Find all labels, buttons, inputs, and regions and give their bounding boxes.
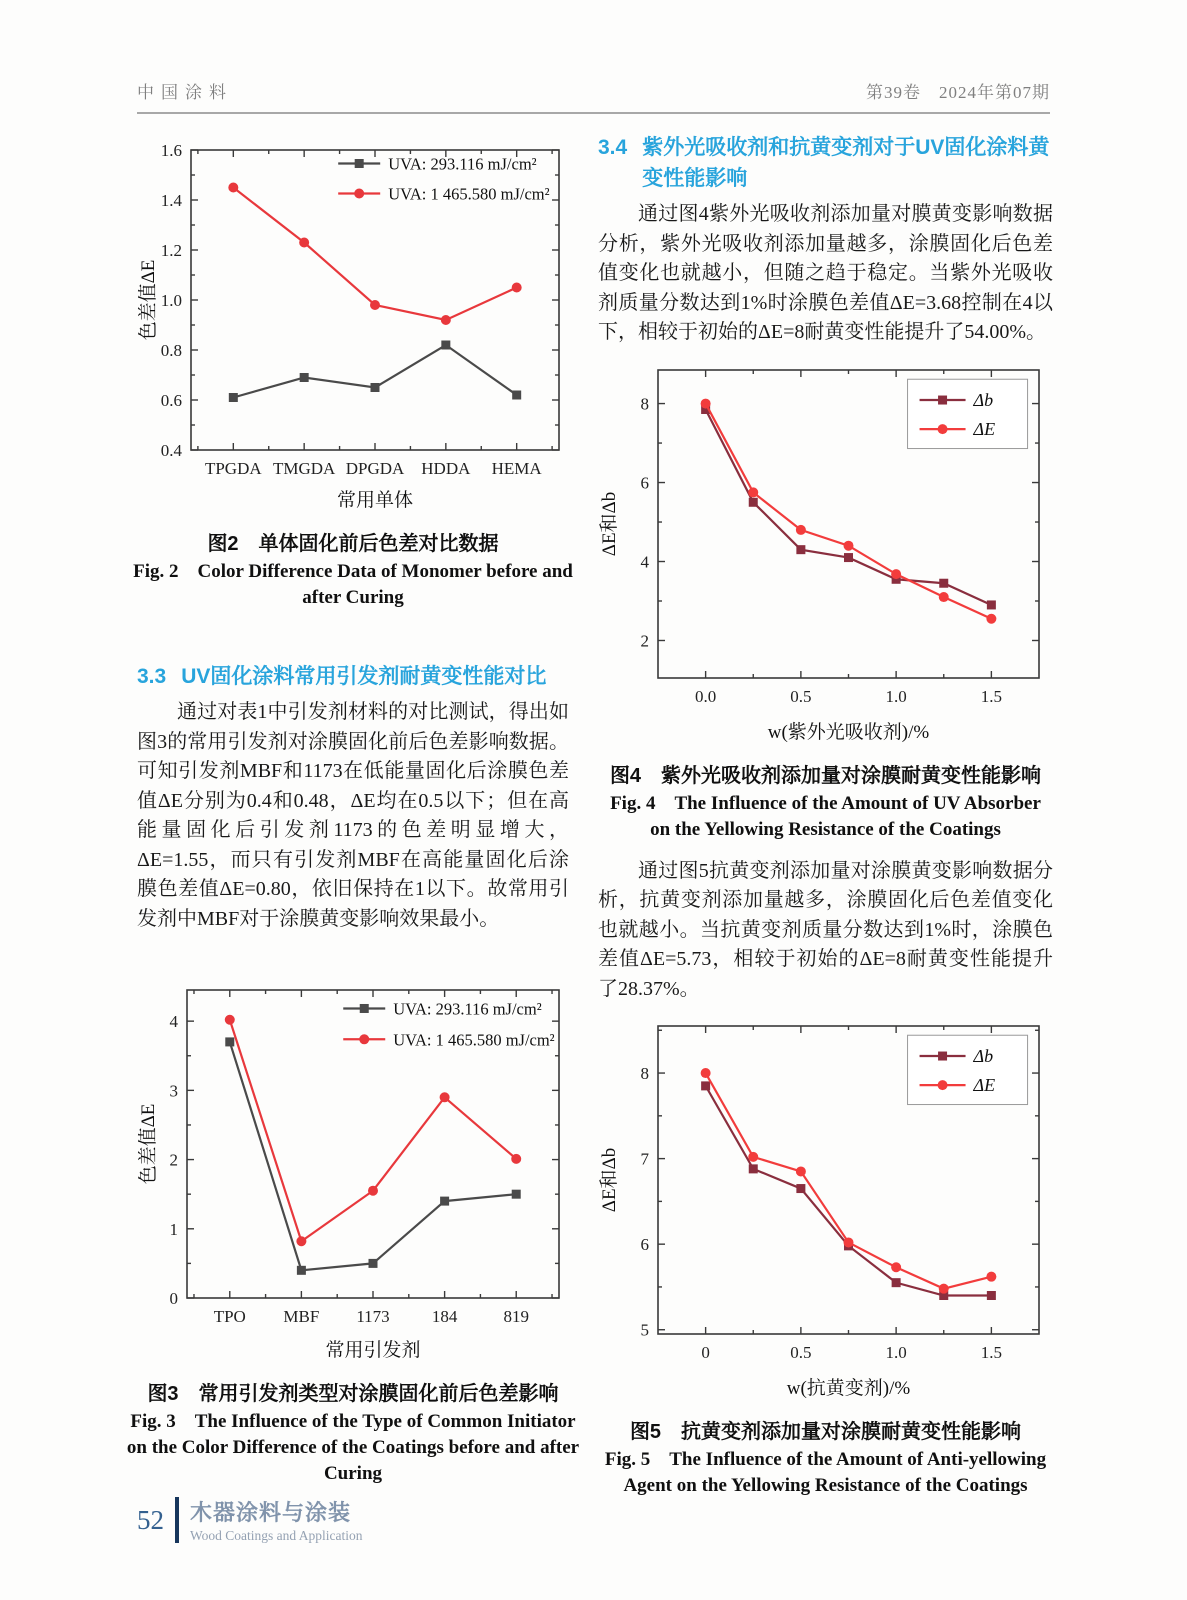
svg-text:Δb: Δb	[973, 1046, 994, 1067]
section-3-3-number: 3.3	[137, 665, 167, 688]
svg-text:1.0: 1.0	[885, 686, 907, 706]
svg-text:0: 0	[169, 1289, 178, 1308]
svg-text:ΔE和Δb: ΔE和Δb	[599, 1147, 620, 1213]
svg-text:0.5: 0.5	[790, 1343, 812, 1362]
svg-text:5: 5	[640, 1320, 649, 1340]
svg-text:4: 4	[169, 1012, 178, 1032]
svg-text:UVA: 1 465.580 mJ/cm²: UVA: 1 465.580 mJ/cm²	[388, 184, 550, 204]
page-footer	[137, 1496, 363, 1544]
fig3-caption	[126, 1377, 580, 1487]
svg-text:ΔE: ΔE	[973, 1075, 996, 1096]
section-3-3	[137, 661, 569, 934]
svg-text:UVA: 293.116 mJ/cm²: UVA: 293.116 mJ/cm²	[388, 154, 537, 174]
section-3-3-heading	[137, 661, 569, 692]
svg-text:1.0: 1.0	[160, 291, 182, 310]
journal-title-cn: 中国涂料	[137, 83, 233, 102]
fig3-series-circle	[230, 1020, 516, 1241]
figure-5	[598, 1016, 1053, 1499]
svg-text:ΔE和Δb: ΔE和Δb	[599, 491, 620, 556]
fig5-chart	[598, 1016, 1053, 1408]
svg-text:7: 7	[640, 1149, 649, 1169]
issue-info: 第39卷 2024年第07期	[866, 83, 1050, 102]
left-column	[126, 132, 580, 1487]
svg-text:3: 3	[169, 1081, 178, 1101]
figure-4	[598, 360, 1053, 843]
svg-text:6: 6	[640, 1235, 649, 1255]
section-3-3-paragraph: 通过对表1中引发剂材料的对比测试，得出如图3的常用引发剂对涂膜固化前后色差影响数据。可知引发剂MBF和1173在低能量固化后涂膜色差值ΔE分别为0.4和0.48，ΔE均在0.5以下；但在高能量固化后引发剂1173的色差明显增大，ΔE=1.55，而只有引发剂MBF在高能量固化后涂膜色差值ΔE=0.80，依旧保持在1以下。故常用引发剂中MBF对于涂膜黄变影响效果最小。	[137, 701, 569, 930]
svg-text:0: 0	[701, 1343, 710, 1362]
fig4-caption-cn: 图4 紫外光吸收剂添加量对涂膜耐黄变性能影响	[609, 764, 1042, 787]
fig5-caption	[598, 1415, 1053, 1499]
page-number: 52	[137, 1504, 164, 1535]
footer-divider-bar	[175, 1497, 179, 1543]
fig4-caption-en: Fig. 4 The Influence of the Amount of UV Absorber on the Yellowing Resistance of the Coatings	[610, 792, 1041, 840]
svg-text:w(抗黄变剂)/%: w(抗黄变剂)/%	[786, 1378, 911, 1399]
svg-text:常用引发剂: 常用引发剂	[325, 1340, 421, 1361]
svg-text:6: 6	[640, 473, 649, 493]
fig2-chart-mount	[137, 138, 569, 525]
svg-text:1.5: 1.5	[980, 1343, 1002, 1362]
svg-text:TPGDA: TPGDA	[204, 459, 262, 478]
svg-text:819: 819	[503, 1307, 529, 1326]
section-3-4-paragraph-1: 通过图4紫外光吸收剂添加量对膜黄变影响数据分析，紫外光吸收剂添加量越多，涂膜固化后色差值变化也就越小，但随之趋于稳定。当紫外光吸收剂质量分数达到1%时涂膜色差值ΔE=3.68控制在4以下，相较于初始的ΔE=8耐黄变性能提升了54.00%。	[598, 203, 1053, 343]
fig5-chart-mount	[598, 1016, 1053, 1413]
fig3-caption-cn: 图3 常用引发剂类型对涂膜固化前后色差影响	[147, 1383, 559, 1405]
fig5-series-circle	[706, 1073, 992, 1289]
fig3-chart	[137, 976, 569, 1370]
svg-text:色差值ΔE: 色差值ΔE	[138, 259, 159, 341]
figure-3	[126, 976, 580, 1487]
svg-text:0.5: 0.5	[790, 686, 812, 706]
svg-text:1.0: 1.0	[885, 1343, 907, 1362]
svg-text:HEMA: HEMA	[491, 459, 542, 478]
page-header	[137, 78, 1050, 114]
svg-text:8: 8	[640, 1064, 649, 1084]
fig4-chart	[598, 360, 1053, 752]
section-3-4-title: 紫外光吸收剂和抗黄变剂对于UV固化涂料黄变性能影响	[642, 136, 1050, 190]
svg-text:DPGDA: DPGDA	[345, 459, 405, 478]
svg-text:0.4: 0.4	[160, 441, 182, 460]
section-3-4-number: 3.4	[598, 136, 628, 159]
footer-journal-cn: 木器涂料与涂装	[190, 1500, 352, 1525]
svg-text:UVA: 1 465.580 mJ/cm²: UVA: 1 465.580 mJ/cm²	[393, 1030, 555, 1050]
svg-text:8: 8	[640, 394, 649, 414]
fig3-caption-en: Fig. 3 The Influence of the Type of Common Initiator on the Color Difference of the Coatings before and after Curing	[126, 1411, 580, 1484]
fig4-chart-mount	[598, 360, 1053, 757]
svg-text:TPO: TPO	[213, 1307, 246, 1326]
svg-text:HDDA: HDDA	[421, 459, 471, 478]
fig5-series-square	[706, 1086, 992, 1296]
section-3-4	[598, 132, 1053, 348]
svg-text:0.8: 0.8	[160, 341, 182, 360]
svg-text:4: 4	[640, 552, 649, 572]
svg-text:w(紫外光吸收剂)/%: w(紫外光吸收剂)/%	[767, 721, 930, 743]
section-3-3-title: UV固化涂料常用引发剂耐黄变性能对比	[181, 665, 547, 688]
svg-text:1.4: 1.4	[160, 191, 182, 210]
figure-2	[133, 138, 573, 611]
svg-text:Δb: Δb	[973, 389, 994, 410]
svg-text:常用单体: 常用单体	[336, 490, 414, 511]
svg-text:0.6: 0.6	[160, 391, 182, 410]
fig3-chart-mount	[137, 976, 569, 1375]
svg-text:1.6: 1.6	[160, 141, 182, 160]
svg-text:1173: 1173	[356, 1307, 390, 1326]
svg-text:色差值ΔE: 色差值ΔE	[138, 1103, 159, 1185]
svg-text:1: 1	[169, 1219, 178, 1239]
svg-text:1.2: 1.2	[160, 241, 182, 260]
svg-text:0.0: 0.0	[695, 686, 717, 706]
fig2-caption-cn: 图2 单体固化前后色差对比数据	[207, 533, 499, 555]
svg-text:2: 2	[169, 1150, 178, 1170]
fig2-caption	[133, 527, 573, 611]
footer-journal-block	[190, 1496, 363, 1544]
fig2-chart	[137, 138, 569, 520]
right-column	[598, 132, 1053, 1499]
svg-text:184: 184	[431, 1307, 458, 1326]
footer-journal-en: Wood Coatings and Application	[190, 1528, 363, 1543]
svg-text:MBF: MBF	[283, 1307, 320, 1326]
fig4-caption	[598, 759, 1053, 843]
section-3-4-heading	[598, 132, 1053, 194]
svg-text:TMGDA: TMGDA	[272, 459, 336, 478]
section-3-4-paragraph-2: 通过图5抗黄变剂添加量对涂膜黄变影响数据分析，抗黄变剂添加量越多，涂膜固化后色差值变化也就越小。当抗黄变剂质量分数达到1%时，涂膜色差值ΔE=5.73，相较于初始的ΔE=8耐黄变性能提升了28.37%。	[598, 859, 1053, 1000]
svg-text:1.5: 1.5	[980, 686, 1002, 706]
fig2-caption-en: Fig. 2 Color Difference Data of Monomer before and after Curing	[133, 561, 573, 608]
svg-text:ΔE: ΔE	[973, 418, 996, 439]
svg-text:2: 2	[640, 630, 649, 650]
fig5-caption-cn: 图5 抗黄变剂添加量对涂膜耐黄变性能影响	[629, 1421, 1022, 1443]
fig5-caption-en: Fig. 5 The Influence of the Amount of Anti-yellowing Agent on the Yellowing Resistance of the Coatings	[604, 1449, 1047, 1496]
svg-text:UVA: 293.116 mJ/cm²: UVA: 293.116 mJ/cm²	[393, 999, 542, 1019]
